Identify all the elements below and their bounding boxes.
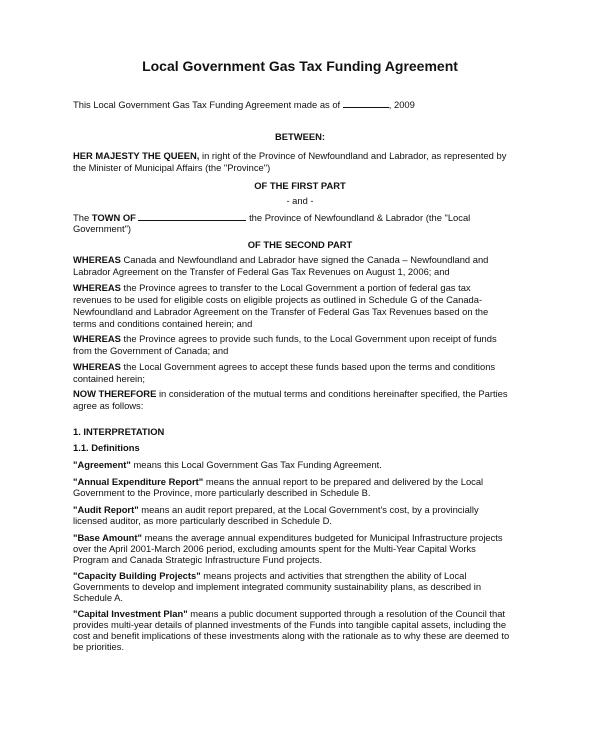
party2-line1 (73, 211, 470, 224)
whereas2-line2: revenues to be used for eligible costs on eligible projects as outlined in Schedule G of the Canada- (73, 294, 483, 305)
def-aer-line2: Government to the Province, more particularly described in Schedule B. (73, 487, 371, 498)
def-cbp-line2: Governments to develop and implement integrated community sustainability plans, as described in (73, 581, 482, 592)
def-base-line2: over the April 2001-March 2006 period, excluding amounts spent for the Multi-Year Capital Works (73, 543, 476, 554)
party2-line2: Government") (73, 223, 132, 234)
intro-text: This Local Government Gas Tax Funding Agreement made as of (73, 99, 343, 110)
whereas2-line1 (73, 282, 471, 294)
whereas2-line4: terms and conditions contained herein; and (73, 318, 253, 329)
party2-prefix: The (73, 212, 92, 223)
party1-line2: the Minister of Municipal Affairs (the "Province") (73, 162, 271, 173)
whereas2-text: the Province agrees to transfer to the Local Government a portion of federal gas tax (120, 282, 471, 293)
def-base-text: means the average annual expenditures budgeted for Municipal Infrastructure projects (141, 532, 503, 543)
def-base-line3: Program and Canada Strategic Infrastructure Fund projects. (73, 554, 323, 565)
party2-name: TOWN OF (91, 212, 136, 223)
def-cip-term: "Capital Investment Plan" (73, 608, 188, 619)
def-cip-line4: be priorities. (73, 641, 125, 652)
def-aer-term: "Annual Expenditure Report" (73, 476, 204, 487)
party1-name: HER MAJESTY THE QUEEN, (73, 150, 200, 161)
def-agreement (73, 459, 382, 471)
date-blank (343, 98, 389, 108)
def-base-term: "Base Amount" (73, 532, 142, 543)
section-interpretation: 1. INTERPRETATION (73, 426, 165, 437)
now-therefore-line1 (73, 388, 508, 400)
def-cip-line2: provides multi-year details of planned investments of the Funds into tangible capital assets, including the (73, 619, 507, 630)
party2-text: the Province of Newfoundland & Labrador (the "Local (246, 212, 471, 223)
def-cip-text: means a public document supported through a resolution of the Council that (187, 608, 506, 619)
whereas4-line2: contained herein; (73, 373, 145, 384)
and-separator: - and - (286, 195, 314, 206)
section-definitions: 1.1. Definitions (73, 442, 140, 453)
intro-year: , 2009 (388, 99, 415, 110)
between-heading: BETWEEN: (275, 131, 325, 142)
def-agreement-term: "Agreement" (73, 459, 131, 470)
now-therefore-line2: agree as follows: (73, 400, 144, 411)
whereas1-keyword: WHEREAS (73, 254, 121, 265)
whereas4-keyword: WHEREAS (73, 361, 121, 372)
whereas3-line2: from the Government of Canada; and (73, 345, 229, 356)
def-aer-text: means the annual report to be prepared and delivered by the Local (203, 476, 484, 487)
whereas2-line3: Newfoundland and Labrador Agreement on the Transfer of Federal Gas Tax Revenues based on the (73, 306, 489, 317)
whereas4-text: the Local Government agrees to accept these funds based upon the terms and conditions (120, 361, 496, 372)
def-audit-text: means an audit report prepared, at the Local Government's cost, by a provincially (138, 504, 479, 515)
town-name-blank (138, 211, 246, 221)
def-cbp-term: "Capacity Building Projects" (73, 570, 201, 581)
def-audit-term: "Audit Report" (73, 504, 139, 515)
now-therefore-text: in consideration of the mutual terms and conditions hereinafter specified, the Parties (156, 388, 508, 399)
second-part-heading: OF THE SECOND PART (247, 239, 353, 250)
party1-line1 (73, 150, 506, 162)
intro-line (73, 98, 415, 111)
whereas3-keyword: WHEREAS (73, 333, 121, 344)
def-cbp-text: means projects and activities that strengthen the ability of Local (200, 570, 467, 581)
def-audit-line2: licensed auditor, as more particularly described in Schedule D. (73, 515, 332, 526)
def-cbp-line3: Schedule A. (73, 592, 124, 603)
now-therefore-keyword: NOW THEREFORE (73, 388, 157, 399)
whereas3-line1 (73, 333, 497, 345)
document-title: Local Government Gas Tax Funding Agreement (142, 58, 458, 74)
whereas1-line1 (73, 254, 488, 266)
whereas4-line1 (73, 361, 495, 373)
first-part-heading: OF THE FIRST PART (254, 180, 346, 191)
whereas3-text: the Province agrees to provide such funds, to the Local Government upon receipt of funds (120, 333, 497, 344)
def-cip-line3: cost and benefit implications of these investments along with the rationale as to why these are deemed to (73, 630, 510, 641)
party1-text: in right of the Province of Newfoundland and Labrador, as represented by (199, 150, 507, 161)
def-agreement-text: means this Local Government Gas Tax Funding Agreement. (130, 459, 382, 470)
whereas2-keyword: WHEREAS (73, 282, 121, 293)
whereas1-text: Canada and Newfoundland and Labrador have signed the Canada – Newfoundland and (120, 254, 489, 265)
whereas1-line2: Labrador Agreement on the Transfer of Federal Gas Tax Revenues on August 1, 2006; and (73, 266, 450, 277)
